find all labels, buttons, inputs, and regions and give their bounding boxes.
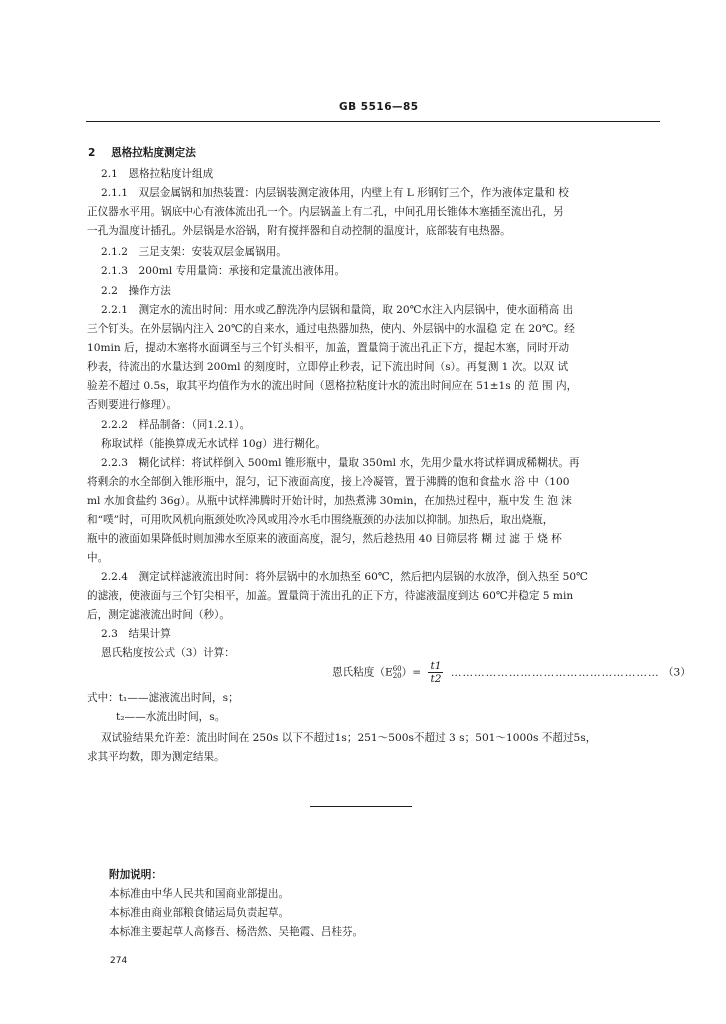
body-line: 2.1.2 三足支架：安装双层金属锅用。 — [101, 246, 287, 258]
body-line: 2.2.3 糊化试样：将试样倒入 500ml 锥形瓶中，量取 350ml 水，先用少量水将试样调成稀糊状。再 — [101, 457, 580, 469]
formula-denominator: t2 — [430, 673, 442, 685]
body-line: 的滤液，使液面与三个钉尖相平，加盖。置量筒于流出孔的正下方，待滤液温度到达 60℃并稳定 5 min — [87, 590, 574, 602]
body-line: 后，测定滤液流出时间（秒）。 — [87, 609, 231, 621]
formula-sup: 60 — [392, 664, 402, 673]
body-line: 中。 — [87, 552, 109, 564]
body-line: 双试验结果允许差：流出时间在 250s 以下不超过1s；251～500s不超过 3 s；501～1000s 不超过5s， — [101, 732, 597, 744]
variable-definition: t₂——水流出时间，s。 — [116, 711, 226, 723]
body-line: 一孔为温度计插孔。外层锅是水浴锅，附有搅拌器和自动控制的温度计，底部装有电热器。 — [87, 225, 511, 237]
section-heading — [88, 146, 196, 160]
body-line: 验差不超过 0.5s，取其平均值作为水的流出时间（恩格拉粘度计水的流出时间应在 51±1s 的 范 围 内， — [87, 380, 578, 392]
body-line: 正仪器水平用。锅底中心有液体流出孔一个。内层锅盖上有二孔，中间孔用长锥体木塞插至流出孔，另 — [87, 206, 564, 218]
body-line: 恩氏粘度按公式（3）计算： — [101, 647, 235, 659]
end-of-text-rule — [310, 806, 412, 807]
body-line: ml 水加食盐约 36g）。从瓶中试样沸腾时开始计时，加热煮沸 30min，在加热过程中，瓶中发 生 泡 沫 — [87, 495, 572, 507]
header-rule — [86, 121, 660, 122]
formula-fraction — [428, 660, 443, 685]
formula-numerator: t1 — [430, 660, 442, 672]
page-number: 274 — [110, 956, 128, 966]
additional-notes-title: 附加说明： — [109, 869, 162, 881]
body-line: 2.2.2 样品制备：（同1.2.1）。 — [101, 419, 251, 431]
body-line: 2.1 恩格拉粘度计组成 — [101, 168, 214, 180]
body-line: 2.1.3 200ml 专用量筒：承接和定量流出液体用。 — [101, 265, 346, 277]
body-line: 2.2.1 测定水的流出时间：用水或乙醇洗净内层锅和量筒，取 20℃水注入内层锅中，使水面稍高 出 — [101, 304, 574, 316]
additional-note: 本标准由商业部粮食储运局负责起草。 — [109, 907, 290, 919]
engler-viscosity-formula — [332, 660, 691, 685]
formula-lhs-close: ）= — [401, 666, 422, 679]
body-line: 10min 后，提动木塞将水面调至与三个钉头相平，加盖，置量筒于流出孔正下方，提起木塞，同时开动 — [87, 342, 570, 354]
body-line: 和“噗”时，可用吹风机向瓶颈处吹冷风或用冷水毛巾围绕瓶颈的办法加以抑制。加热后，取出烧瓶， — [87, 514, 554, 526]
formula-equation-number: （3） — [662, 666, 691, 679]
section-title: 恩格拉粘度测定法 — [111, 147, 196, 159]
variable-definition: 式中：t₁——滤液流出时间，s； — [87, 692, 239, 704]
standard-number-header: GB 5516—85 — [339, 101, 419, 113]
body-line: 求其平均数，即为测定结果。 — [87, 751, 225, 763]
body-line: 称取试样（能换算成无水试样 10g）进行糊化。 — [101, 438, 326, 450]
formula-sub: 20 — [392, 671, 402, 680]
section-number: 2 — [88, 147, 96, 159]
body-line: 2.3 结果计算 — [101, 628, 171, 640]
body-line: 秒表，待流出的水量达到 200ml 的刻度时，立即停止秒表，记下流出时间（s）。再复测 1 次。以双 试 — [87, 361, 569, 373]
body-line: 2.2 操作方法 — [101, 285, 171, 297]
body-line: 否则要进行修理）。 — [87, 399, 178, 411]
body-line: 2.1.1 双层金属锅和加热装置：内层锅装测定液体用，内壁上有 L 形钢钉三个，作为液体定量和 校 — [101, 187, 569, 199]
body-line: 三个钉头。在外层锅内注入 20℃的自来水，通过电热器加热，使内、外层锅中的水温稳 定 在 20℃。经 — [87, 323, 575, 335]
body-line: 瓶中的液面如果降低时则加沸水至原来的液面高度，混匀，然后趁热用 40 目筛层将 糊 过 滤 于 烧 杯 — [87, 533, 562, 545]
formula-lhs: 恩氏粘度（E — [332, 666, 393, 679]
body-line: 将剩余的水全部倒入锥形瓶中，混匀，记下液面高度，接上冷凝管，置于沸腾的饱和食盐水 浴 中（100 — [87, 476, 570, 488]
body-line: 2.2.4 测定试样滤液流出时间：将外层锅中的水加热至 60℃，然后把内层锅的水放净，倒入热至 50℃ — [101, 571, 588, 583]
formula-leader-dots: ……………………………………………… — [450, 666, 660, 679]
additional-note: 本标准主要起草人高修吾、杨浩然、吴艳霞、吕桂芬。 — [109, 926, 364, 938]
additional-note: 本标准由中华人民共和国商业部提出。 — [109, 888, 290, 900]
